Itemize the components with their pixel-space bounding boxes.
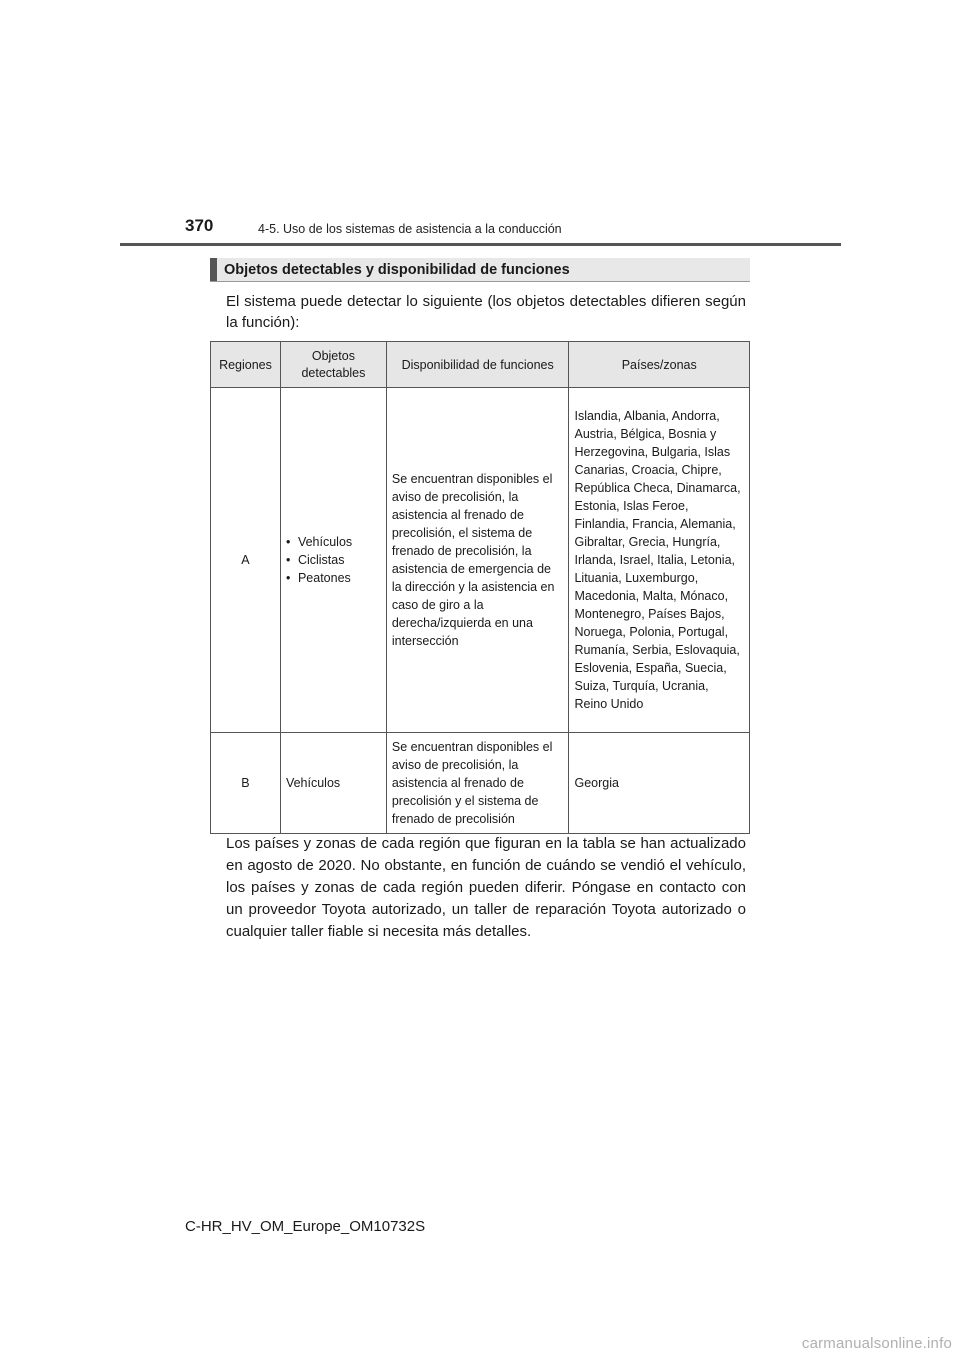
cell-region: B <box>211 733 281 834</box>
col-header-availability: Disponibilidad de funciones <box>386 342 569 388</box>
subheading-bar <box>210 258 217 281</box>
cell-availability: Se encuentran disponibles el aviso de precolisión, la asistencia al frenado de precolisión, el sistema de frenado de precolisión, la asistencia de emergencia de la dirección y la asistencia en caso de giro a la derecha/izquierda en una intersección <box>386 388 569 733</box>
footer-document-id: C-HR_HV_OM_Europe_OM10732S <box>185 1218 426 1235</box>
col-header-objects-text: Objetos detectables <box>301 348 366 380</box>
cell-countries: Islandia, Albania, Andorra, Austria, Bélgica, Bosnia y Herzegovina, Bulgaria, Islas Canarias, Croacia, Chipre, República Checa, Dinamarca, Estonia, Islas Feroe, Finlandia, Francia, Alemania, Gibraltar, Grecia, Hungría, Irlanda, Israel, Italia, Letonia, Lituania, Luxemburgo, Macedonia, Malta, Mónaco, Montenegro, Países Bajos, Noruega, Polonia, Portugal, Rumanía, Serbia, Eslovaquia, Eslovenia, España, Suecia, Suiza, Turquía, Ucrania, Reino Unido <box>569 388 750 733</box>
list-item: • Ciclistas <box>286 551 381 569</box>
col-header-regions: Regiones <box>211 342 281 388</box>
table-row <box>211 733 750 834</box>
col-header-objects <box>280 342 386 388</box>
table-header-row <box>211 342 750 388</box>
page-number: 370 <box>185 216 214 235</box>
update-note-paragraph: Los países y zonas de cada región que figuran en la tabla se han actualizado en agosto de 2020. No obstante, en función de cuándo se vendió el vehículo, los países y zonas de cada región pueden diferir. Póngase en contacto con un proveedor Toyota autorizado, un taller de reparación Toyota autorizado o cualquier taller fiable si necesita más detalles. <box>226 835 746 940</box>
watermark: carmanualsonline.info <box>801 1335 952 1352</box>
cell-objects: Vehículos <box>280 733 386 834</box>
header-divider <box>120 243 841 246</box>
cell-availability: Se encuentran disponibles el aviso de precolisión, la asistencia al frenado de precolisión y el sistema de frenado de precolisión <box>386 733 569 834</box>
cell-countries: Georgia <box>569 733 750 834</box>
col-header-countries: Países/zonas <box>569 342 750 388</box>
subheading-box <box>210 258 750 282</box>
cell-objects <box>280 388 386 733</box>
intro-paragraph: El sistema puede detectar lo siguiente (los objetos detectables difieren según la función): <box>226 293 746 331</box>
objects-list <box>286 533 381 587</box>
subheading-title: Objetos detectables y disponibilidad de funciones <box>224 262 570 278</box>
detectable-objects-table <box>210 341 750 834</box>
list-item: • Vehículos <box>286 533 381 551</box>
section-title: 4-5. Uso de los sistemas de asistencia a la conducción <box>258 222 562 236</box>
list-item: • Peatones <box>286 569 381 587</box>
cell-region: A <box>211 388 281 733</box>
table-row <box>211 388 750 733</box>
